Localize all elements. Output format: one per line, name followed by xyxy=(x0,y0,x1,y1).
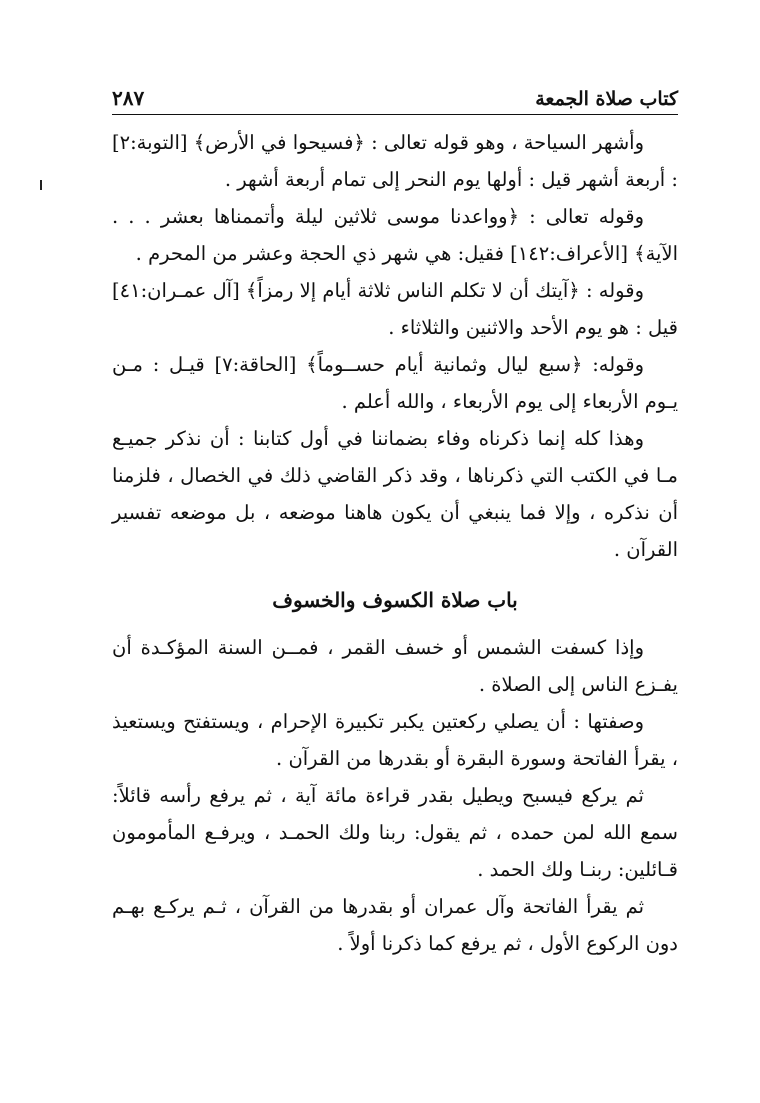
paragraph-text: وإذا كسفت الشمس أو خسف القمر ، فمــن السنة المؤكـدة أن يفـزع الناس إلى الصلاة . xyxy=(112,636,678,696)
page-header xyxy=(112,74,678,115)
paragraph xyxy=(112,888,678,962)
scan-mark xyxy=(40,180,42,190)
paragraph-text: ثم يركع فيسبح ويطيل بقدر قراءة مائة آية ، ثم يرفع رأسه قائلاً: سمع الله لمن حمده ، ثم يقول: ربنا ولك الحمـد ، ويرفـع المأمومون قـائلين: ربنـا ولك الحمد . xyxy=(112,784,678,881)
paragraph-text: وقوله تعالى : ﴿وواعدنا موسى ثلاثين ليلة وأتممناها بعشر . . . الآية﴾ [الأعراف:١٤٢] فقيل: هي شهر ذي الحجة وعشر من المحرم . xyxy=(112,205,678,265)
page-body xyxy=(112,124,678,962)
paragraph xyxy=(112,346,678,420)
section-heading: باب صلاة الكسوف والخسوف xyxy=(272,588,518,612)
paragraph-text: وهذا كله إنما ذكرناه وفاء بضماننا في أول كتابنا : أن نذكر جميـع مـا في الكتب التي ذكرناها ، وقد ذكر القاضي ذلك في الخصال ، فلزمنا أن نذكره ، وإلا فما ينبغي أن يكون هاهنا موضعه ، بل موضعه تفسير القرآن . xyxy=(112,427,678,561)
paragraph-text: ثم يقرأ الفاتحة وآل عمران أو بقدرها من القرآن ، ثـم يركـع بهـم دون الركوع الأول ، ثم يرفع كما ذكرنا أولاً . xyxy=(112,895,678,955)
paragraph xyxy=(112,198,678,272)
paragraph xyxy=(112,629,678,703)
paragraph xyxy=(112,703,678,777)
paragraph xyxy=(112,272,678,346)
paragraph xyxy=(112,124,678,198)
paragraph xyxy=(112,777,678,888)
page-number: ٢٨٧ xyxy=(112,86,145,110)
paragraph-text: وقوله : ﴿آيتك أن لا تكلم الناس ثلاثة أيام إلا رمزاً﴾ [آل عمـران:٤١] قيل : هو يوم الأحد والاثنين والثلاثاء . xyxy=(112,279,678,339)
paragraph-text: وصفتها : أن يصلي ركعتين يكبر تكبيرة الإحرام ، ويستفتح ويستعيذ ، يقرأ الفاتحة وسورة البقرة أو بقدرها من القرآن . xyxy=(112,710,678,770)
paragraph-text: وأشهر السياحة ، وهو قوله تعالى : ﴿فسيحوا في الأرض﴾ [التوبة:٢] : أربعة أشهر قيل : أولها يوم النحر إلى تمام أربعة أشهر . xyxy=(112,131,678,191)
paragraph xyxy=(112,420,678,568)
running-title: كتاب صلاة الجمعة xyxy=(535,88,678,110)
paragraph-text: وقوله: ﴿سبع ليال وثمانية أيام حســوماً﴾ [الحاقة:٧] قيـل : مـن يـوم الأربعاء إلى يوم الأربعاء ، والله أعلم . xyxy=(112,353,678,413)
